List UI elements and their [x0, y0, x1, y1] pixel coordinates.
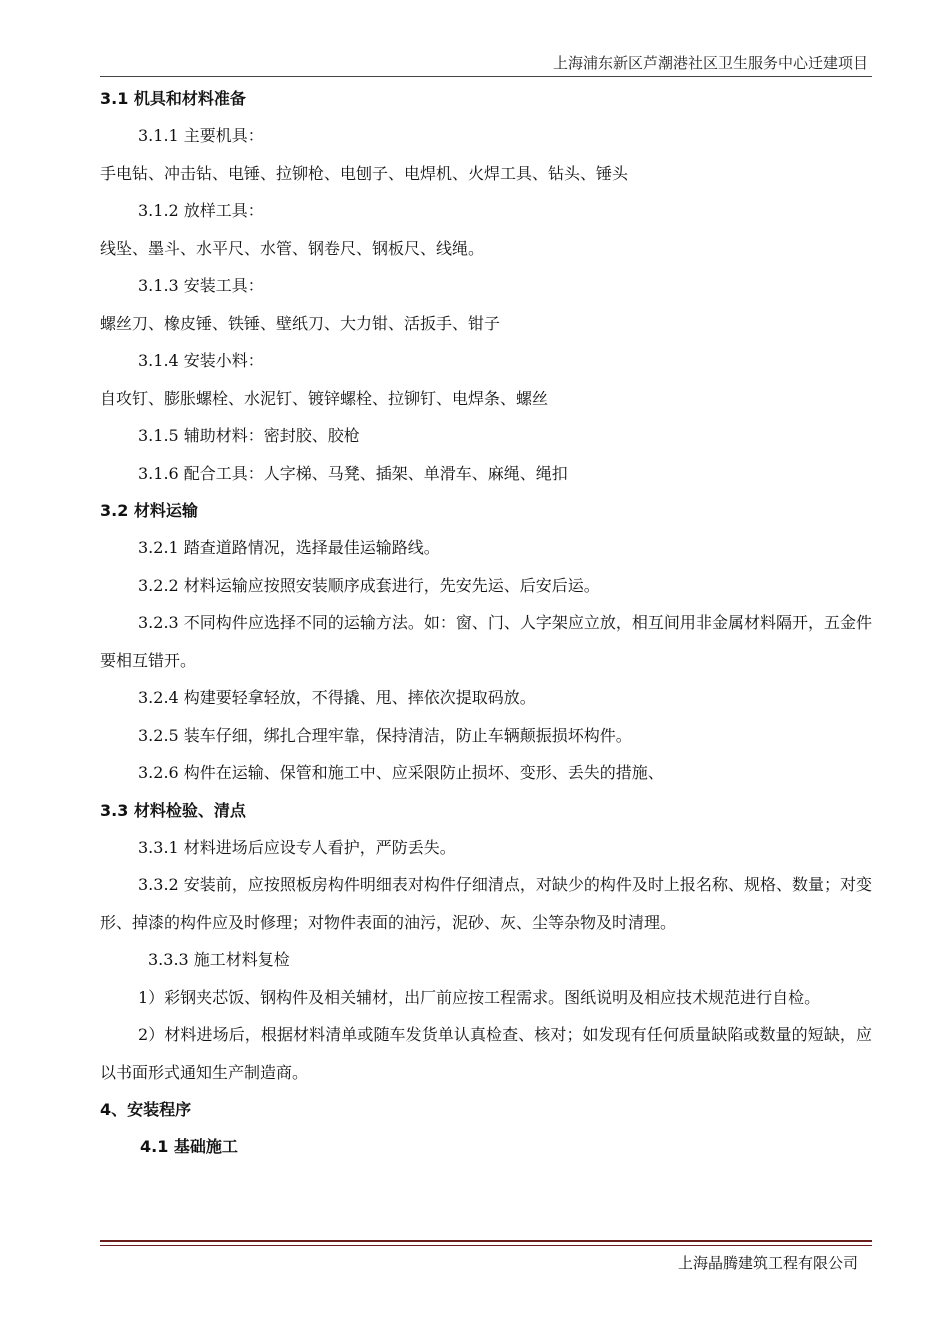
header-project-title: 上海浦东新区芦潮港社区卫生服务中心迁建项目: [552, 54, 868, 72]
footer-rule: [100, 1240, 872, 1242]
paragraph: 3.1.4 安装小料：: [138, 351, 264, 370]
paragraph: 3.1.1 主要机具：: [138, 126, 264, 145]
paragraph: 2）材料进场后，根据材料清单或随车发货单认真检查、核对；如发现有任何质量缺陷或数量的短缺，应以书面形式通知生产制造商。: [100, 1025, 872, 1082]
paragraph: 线坠、墨斗、水平尺、水管、钢卷尺、钢板尺、线绳。: [100, 238, 485, 258]
paragraph: 螺丝刀、橡皮锤、铁锤、壁纸刀、大力钳、活扳手、钳子: [100, 313, 501, 333]
document-body: [100, 80, 872, 1165]
paragraph: 3.1.6 配合工具：人字梯、马凳、插架、单滑车、麻绳、绳扣: [138, 463, 568, 483]
paragraph: 手电钻、冲击钻、电锤、拉铆枪、电刨子、电焊机、火焊工具、钻头、锤头: [100, 163, 629, 183]
paragraph: 3.3.2 安装前，应按照板房构件明细表对构件仔细清点，对缺少的构件及时上报名称、规格、数量；对变形、掉漆的构件应及时修理；对物件表面的油污，泥砂、灰、尘等杂物及时清理。: [100, 875, 872, 932]
section-heading-3-2: 3.2 材料运输: [100, 501, 198, 520]
paragraph: 3.3.3 施工材料复检: [148, 950, 290, 969]
paragraph: 3.2.1 踏查道路情况，选择最佳运输路线。: [138, 538, 440, 557]
paragraph: 3.2.5 装车仔细，绑扎合理牢靠，保持清洁，防止车辆颠振损坏构件。: [138, 725, 632, 745]
paragraph: 3.2.2 材料运输应按照安装顺序成套进行，先安先运、后安后运。: [138, 575, 600, 595]
section-heading-4: 4、安装程序: [100, 1100, 192, 1119]
footer-company-name: 上海晶腾建筑工程有限公司: [677, 1254, 858, 1272]
paragraph: 1）彩钢夹芯饭、钢构件及相关辅材，出厂前应按工程需求。图纸说明及相应技术规范进行自检。: [138, 987, 821, 1007]
section-heading-3-3: 3.3 材料检验、清点: [100, 800, 246, 820]
paragraph: 3.2.6 构件在运输、保管和施工中、应采限防止损坏、变形、丢失的措施、: [138, 763, 664, 782]
section-heading-3-1: 3.1 机具和材料准备: [100, 89, 246, 108]
paragraph: 3.2.3 不同构件应选择不同的运输方法。如：窗、门、人字架应立放，相互间用非金属材料隔开，五金件要相互错开。: [100, 613, 872, 670]
paragraph: 3.1.2 放样工具：: [138, 201, 264, 220]
paragraph: 3.1.5 辅助材料：密封胶、胶枪: [138, 426, 360, 445]
paragraph: 3.2.4 构建要轻拿轻放，不得撬、甩、摔依次提取码放。: [138, 688, 536, 707]
footer-rule-thin: [100, 1245, 872, 1246]
page-header: [100, 50, 872, 77]
paragraph: 自攻钉、膨胀螺栓、水泥钉、镀锌螺栓、拉铆钉、电焊条、螺丝: [100, 388, 549, 408]
paragraph: 3.3.1 材料进场后应设专人看护，严防丢失。: [138, 837, 456, 857]
paragraph: 3.1.3 安装工具：: [138, 276, 264, 295]
section-heading-4-1: 4.1 基础施工: [140, 1137, 238, 1156]
